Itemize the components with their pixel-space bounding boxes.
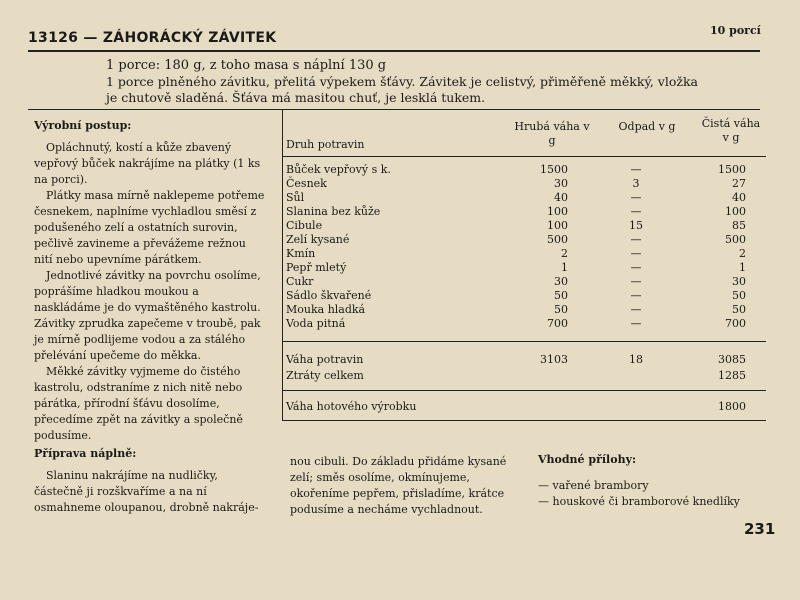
portion-weight: 1 porce: 180 g, z toho masa s náplní 130 g bbox=[106, 58, 387, 73]
gross-weight: 30 bbox=[554, 275, 568, 288]
waste-weight: 3 bbox=[632, 177, 640, 190]
waste-weight: 15 bbox=[629, 219, 643, 232]
table-summary-rule bbox=[282, 341, 766, 342]
gross-weight: 2 bbox=[561, 247, 568, 260]
procedure-paragraph: Opláchnutý, kostí a kůže zbavený vepřový bůček nakrájíme na plátky (1 ks na porci). bbox=[34, 141, 261, 186]
net-weight: 27 bbox=[732, 177, 746, 190]
ingredient-name: Voda pitná bbox=[286, 317, 346, 330]
ingredient-name: Slanina bez kůže bbox=[286, 205, 381, 218]
waste-weight: — bbox=[630, 191, 642, 204]
filling-heading: Příprava náplně: bbox=[34, 447, 137, 460]
procedure-paragraph: Měkké závitky vyjmeme do čistého kastrolu, odstraníme z nich nitě nebo párátka, přírodní šťávu dosolíme, přecedíme zpět na závitky a společně podusíme. bbox=[34, 365, 243, 442]
table-bottom-rule bbox=[282, 420, 766, 421]
title-rule bbox=[28, 50, 760, 52]
net-weight: 500 bbox=[725, 233, 746, 246]
ingredient-name: Česnek bbox=[286, 177, 327, 190]
net-weight: 50 bbox=[732, 289, 746, 302]
gross-weight: 1500 bbox=[540, 163, 568, 176]
ingredient-name: Zelí kysané bbox=[286, 233, 350, 246]
ingredient-name: Mouka hladká bbox=[286, 303, 366, 316]
filling-text-continued: nou cibuli. Do základu přidáme kysané zelí; směs osolíme, okmínujeme, okořeníme pepřem, přisladíme, krátce podusíme a necháme vychladnout. bbox=[290, 455, 507, 516]
portion-description-cont: je chutově sladěná. Šťáva má masitou chuť, je lesklá tukem. bbox=[106, 90, 486, 105]
net-weight: 1285 bbox=[718, 369, 746, 382]
gross-weight: 1 bbox=[561, 261, 568, 274]
header-ingredient: Druh potravin bbox=[286, 138, 365, 151]
table-header-rule bbox=[282, 156, 766, 157]
side-item: — vařené brambory bbox=[538, 479, 649, 492]
procedure-paragraph: Jednotlivé závitky na povrchu osolíme, poprášíme hladkou moukou a naskládáme je do vymaštěného kastrolu. Závitky zprudka zapečeme v troubě, pak je mírně podlijeme vodou a za stálého přelévání upečeme do měkka. bbox=[34, 269, 261, 362]
waste-weight: — bbox=[630, 261, 642, 274]
ingredient-name: Bůček vepřový s k. bbox=[286, 163, 391, 176]
summary-label: Váha hotového výrobku bbox=[286, 400, 417, 413]
waste-weight: — bbox=[630, 303, 642, 316]
net-weight: 1800 bbox=[718, 400, 746, 413]
net-weight: 1 bbox=[739, 261, 746, 274]
net-weight: 100 bbox=[725, 205, 746, 218]
net-weight: 30 bbox=[732, 275, 746, 288]
sides-section bbox=[538, 452, 778, 510]
gross-weight: 100 bbox=[547, 219, 568, 232]
net-weight: 85 bbox=[732, 219, 746, 232]
net-weight: 50 bbox=[732, 303, 746, 316]
net-weight: 700 bbox=[725, 317, 746, 330]
table-final-rule bbox=[282, 390, 766, 391]
waste-weight: 18 bbox=[629, 353, 643, 366]
header-gross-weight: Hrubá váha v g bbox=[514, 120, 590, 147]
ingredient-name: Cibule bbox=[286, 219, 323, 232]
summary-label: Váha potravin bbox=[286, 353, 364, 366]
procedure-heading: Výrobní postup: bbox=[34, 119, 132, 132]
gross-weight: 50 bbox=[554, 303, 568, 316]
gross-weight: 3103 bbox=[540, 353, 568, 366]
header-net-weight: Čistá váha v g bbox=[701, 117, 761, 144]
side-item: — houskové či bramborové knedlíky bbox=[538, 495, 740, 508]
net-weight: 40 bbox=[732, 191, 746, 204]
summary-row-loss bbox=[286, 369, 786, 385]
net-weight: 2 bbox=[739, 247, 746, 260]
ingredient-name: Kmín bbox=[286, 247, 316, 260]
ingredient-name: Cukr bbox=[286, 275, 314, 288]
waste-weight: — bbox=[630, 205, 642, 218]
intro-rule bbox=[28, 109, 760, 110]
waste-weight: — bbox=[630, 289, 642, 302]
ingredient-name: Pepř mletý bbox=[286, 261, 347, 274]
waste-weight: — bbox=[630, 163, 642, 176]
waste-weight: — bbox=[630, 233, 642, 246]
header-waste: Odpad v g bbox=[618, 120, 676, 133]
procedure-paragraph: Plátky masa mírně naklepeme potřeme česnekem, naplníme vychladlou směsí z podušeného zelí a ostatních surovin, pečlivě zavineme a převážeme režnou nití nebo upevníme párátkem. bbox=[34, 189, 265, 266]
net-weight: 3085 bbox=[718, 353, 746, 366]
gross-weight: 500 bbox=[547, 233, 568, 246]
recipe-title: 13126 — ZÁHORÁCKÝ ZÁVITEK bbox=[28, 30, 277, 46]
gross-weight: 700 bbox=[547, 317, 568, 330]
net-weight: 1500 bbox=[718, 163, 746, 176]
summary-row-weight bbox=[286, 353, 786, 369]
filling-text: Slaninu nakrájíme na nudličky, částečně ji rozškvaříme a na ní osmahneme oloupanou, drobně nakráje- bbox=[34, 469, 259, 514]
filling-section bbox=[34, 446, 270, 516]
waste-weight: — bbox=[630, 275, 642, 288]
ingredient-name: Sádlo škvařené bbox=[286, 289, 372, 302]
table-left-rule bbox=[282, 110, 283, 421]
gross-weight: 100 bbox=[547, 205, 568, 218]
portions-count: 10 porcí bbox=[710, 24, 761, 37]
gross-weight: 40 bbox=[554, 191, 568, 204]
summary-label: Ztráty celkem bbox=[286, 369, 364, 382]
procedure-section bbox=[34, 118, 266, 444]
portion-description: 1 porce plněného závitku, přelitá výpekem šťávy. Závitek je celistvý, přiměřeně měkký, vložka bbox=[106, 74, 698, 89]
table-row bbox=[286, 317, 786, 333]
page-number: 231 bbox=[744, 520, 776, 538]
gross-weight: 30 bbox=[554, 177, 568, 190]
summary-row-final bbox=[286, 400, 786, 416]
ingredient-name: Sůl bbox=[286, 191, 305, 204]
waste-weight: — bbox=[630, 247, 642, 260]
waste-weight: — bbox=[630, 317, 642, 330]
sides-heading: Vhodné přílohy: bbox=[538, 453, 637, 466]
gross-weight: 50 bbox=[554, 289, 568, 302]
